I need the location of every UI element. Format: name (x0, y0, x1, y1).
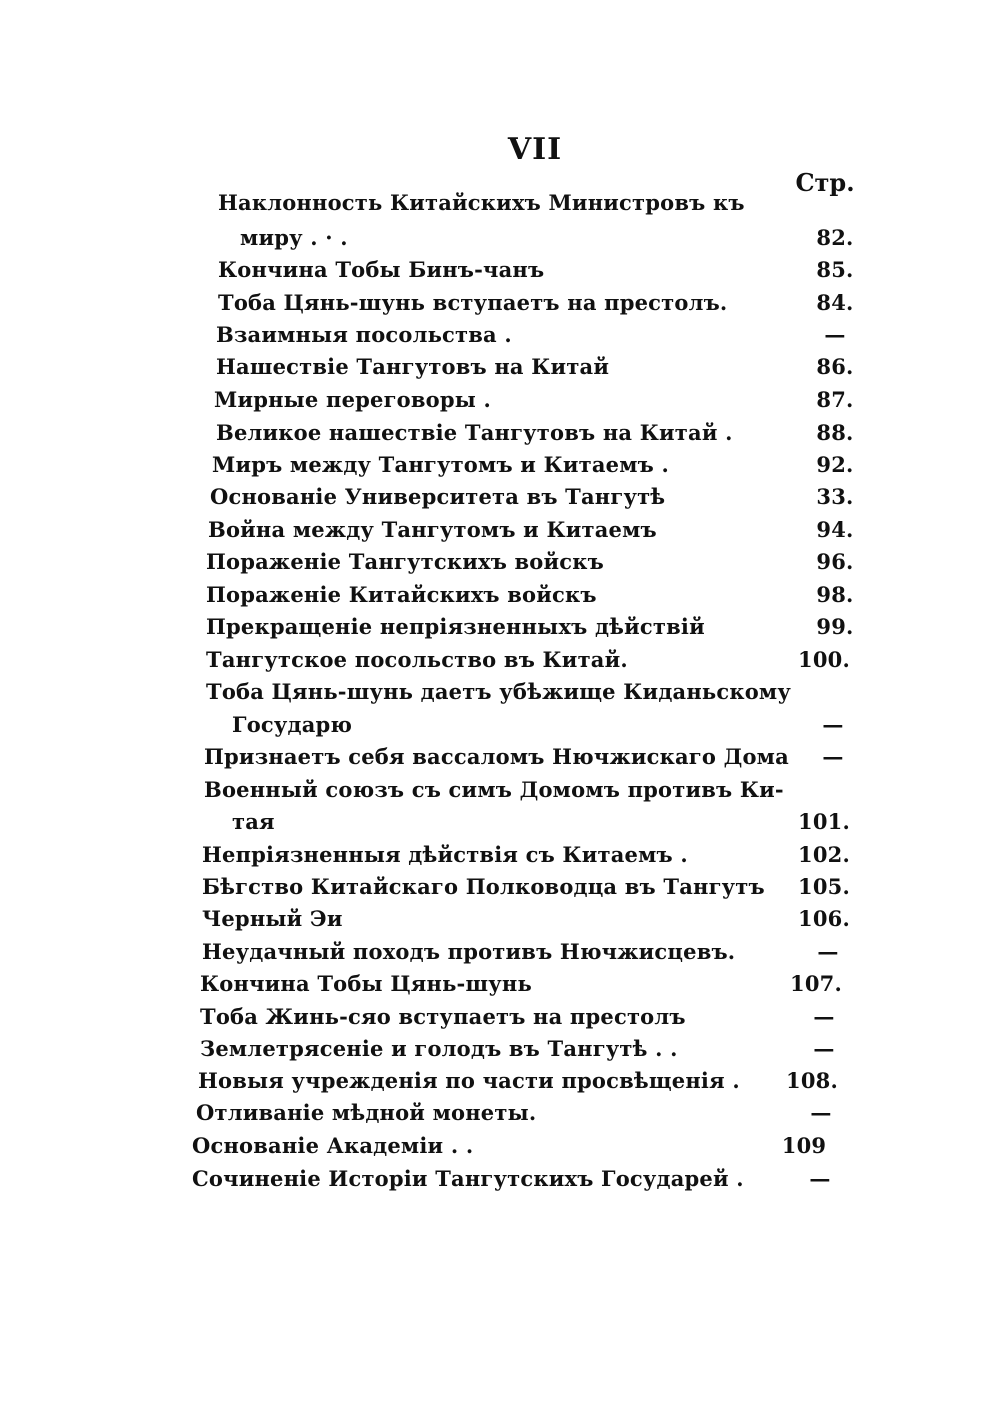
toc-entry-title: Мирные переговоры . (214, 387, 492, 412)
toc-entry-page: — (822, 744, 844, 769)
toc-entry-page: 101. (798, 809, 850, 834)
toc-entry (196, 1097, 858, 1129)
toc-entry-title: Непріязненныя дѣйствія съ Китаемъ . (202, 842, 688, 867)
toc-entry (212, 449, 858, 481)
toc-entry-page: 105. (798, 874, 850, 899)
toc-entry (214, 384, 858, 416)
toc-entry (216, 351, 858, 383)
toc-entry-page: — (813, 1004, 835, 1029)
toc-entry-page: 82. (816, 225, 854, 250)
toc-entry (202, 839, 858, 871)
toc-entry (218, 254, 858, 286)
toc-entry (232, 806, 858, 838)
toc-entry (192, 1130, 858, 1162)
toc-entry (208, 514, 858, 546)
toc-entry-title: Пораженіе Китайскихъ войскъ (206, 582, 597, 607)
toc-entry-title: Кончина Тобы Цянь-шунь (200, 971, 532, 996)
toc-entry-title: Неудачный походъ противъ Нючжисцевъ. (202, 939, 736, 964)
toc-entry (240, 222, 860, 254)
toc-entry-page: 96. (816, 549, 854, 574)
toc-entry (206, 579, 858, 611)
toc-entry (202, 871, 858, 903)
toc-entry-page: 108. (786, 1068, 838, 1093)
toc-entry-page: 109 (781, 1133, 827, 1158)
toc-entry-title: Тангутское посольство въ Китай. (206, 647, 628, 672)
toc-entry-title: миру . · . (240, 225, 348, 250)
toc-entry-page: 92. (816, 452, 854, 477)
toc-entry-page: — (822, 712, 844, 737)
toc-entry-title: Война между Тангутомъ и Китаемъ (208, 517, 657, 542)
toc-entry (192, 1163, 858, 1195)
toc-entry-title: Взаимныя посольства . (216, 322, 512, 347)
toc-entry-page: — (809, 1166, 831, 1191)
toc-entry-title: Наклонность Китайскихъ Министровъ къ (218, 190, 745, 215)
toc-entry (202, 936, 858, 968)
toc-entry (216, 319, 858, 351)
toc-entry-page: 106. (798, 906, 850, 931)
toc-entry (206, 611, 858, 643)
toc-entry-title: Черный Эи (202, 906, 343, 931)
toc-entry-page: — (810, 1100, 832, 1125)
toc-entry (204, 774, 858, 806)
toc-entry-title: Тоба Цянь-шунь вступаетъ на престолъ. (218, 290, 728, 315)
toc-entry (206, 644, 858, 676)
page-column-header: Стр. (795, 168, 855, 197)
toc-entry-page: 88. (816, 420, 854, 445)
toc-entry-title: Признаетъ себя вассаломъ Нючжискаго Дома (204, 744, 789, 769)
toc-entry-title: Военный союзъ съ симъ Домомъ противъ Ки- (204, 777, 784, 802)
toc-entry-title: Прекращеніе непріязненныхъ дѣйствій (206, 614, 705, 639)
toc-entry (218, 187, 858, 219)
toc-entry-page: 84. (816, 290, 854, 315)
toc-entry-title: тая (232, 809, 275, 834)
page-number: VII (507, 132, 563, 167)
toc-entry-page: 100. (798, 647, 850, 672)
toc-entry-title: Отливаніе мѣдной монеты. (196, 1100, 537, 1125)
toc-entry (206, 546, 858, 578)
toc-entry-title: Основаніе Академіи . . (192, 1133, 474, 1158)
toc-entry-page: 33. (816, 484, 854, 509)
toc-entry-title: Землетрясеніе и голодъ въ Тангутѣ . . (200, 1036, 678, 1061)
toc-entry-page: — (817, 939, 839, 964)
toc-entry-page: 102. (798, 842, 850, 867)
toc-entry-page: 86. (816, 354, 854, 379)
toc-entry-title: Государю (232, 712, 353, 737)
toc-entry-title: Бѣгство Китайскаго Полководца въ Тангутъ (202, 874, 765, 899)
toc-entry-title: Пораженіе Тангутскихъ войскъ (206, 549, 604, 574)
toc-entry (232, 709, 858, 741)
toc-entry (204, 741, 858, 773)
toc-entry-title: Нашествіе Тангутовъ на Китай (216, 354, 610, 379)
toc-entry-page: 99. (816, 614, 854, 639)
toc-entry-page: — (824, 322, 846, 347)
toc-entry-page: 87. (816, 387, 854, 412)
toc-entry-title: Сочиненіе Исторіи Тангутскихъ Государей . (192, 1166, 744, 1191)
toc-entry-page: 107. (790, 971, 842, 996)
toc-entry (200, 1001, 858, 1033)
toc-entry-title: Великое нашествіе Тангутовъ на Китай . (216, 420, 733, 445)
toc-entry (198, 1065, 858, 1097)
toc-entry-page: 98. (816, 582, 854, 607)
toc-entry (216, 417, 858, 449)
toc-entry (200, 968, 858, 1000)
toc-entry-title: Новыя учрежденія по части просвѣщенія . (198, 1068, 740, 1093)
toc-entry (210, 481, 858, 513)
toc-entry-title: Тоба Жинь-сяо вступаетъ на престолъ (200, 1004, 686, 1029)
toc-entry-title: Миръ между Тангутомъ и Китаемъ . (212, 452, 669, 477)
toc-entry (200, 1033, 858, 1065)
toc-entry-page: 85. (816, 257, 854, 282)
toc-entry (202, 903, 858, 935)
toc-entry-page: — (813, 1036, 835, 1061)
toc-entry-title: Кончина Тобы Бинъ-чанъ (218, 257, 545, 282)
toc-entry-title: Основаніе Университета въ Тангутѣ (210, 484, 666, 509)
toc-entry-page: 94. (816, 517, 854, 542)
toc-entry (218, 287, 858, 319)
toc-entry-title: Тоба Цянь-шунь даетъ убѣжище Киданьскому (206, 679, 791, 704)
toc-entry (206, 676, 858, 708)
